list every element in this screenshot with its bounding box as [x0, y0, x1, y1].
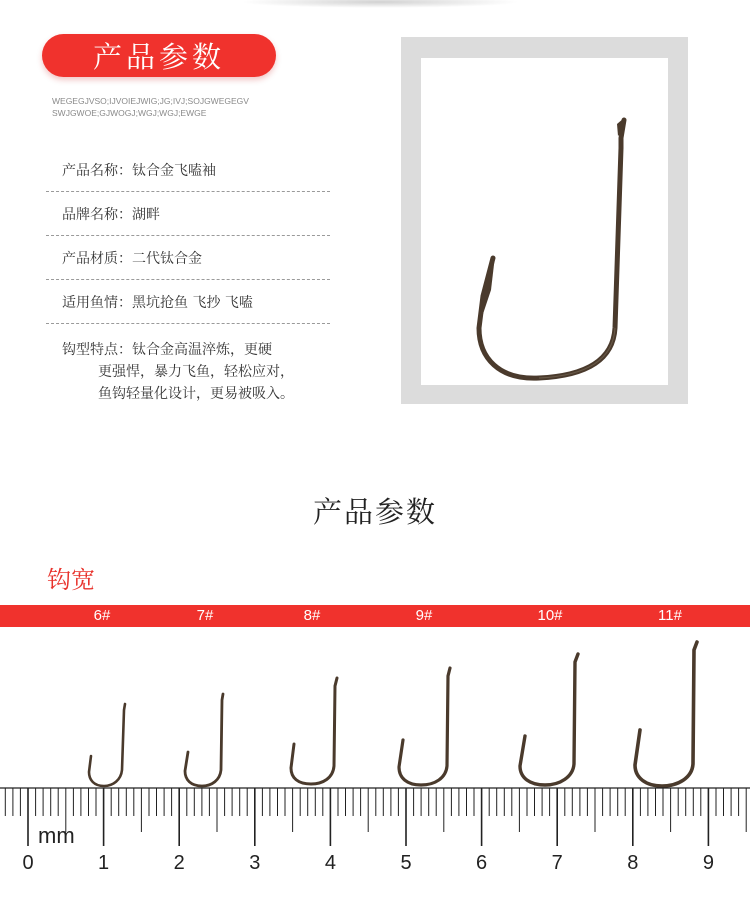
- ruler-number: 2: [173, 852, 185, 874]
- hook-7-icon: [185, 694, 223, 786]
- spec-value: 湖畔: [132, 206, 160, 223]
- hook-11-icon: [635, 642, 697, 786]
- spec-list: [46, 148, 330, 324]
- feature-line-1: [62, 339, 352, 361]
- product-photo-frame: [401, 37, 688, 404]
- ruler-number: 8: [627, 852, 639, 874]
- hook-8-icon: [291, 678, 337, 784]
- hook-feature-block: [62, 339, 352, 405]
- spec-value: 钛合金飞嗑袖: [132, 162, 216, 179]
- product-code-line-1: WEGEGJVSO;IJVOIEJWIG;JG;IVJ;SOJGWEGEGV: [52, 96, 249, 106]
- page-title: 产品参数: [92, 40, 225, 74]
- size-label-11: 11#: [658, 607, 682, 624]
- ruler-number: 3: [249, 852, 261, 874]
- product-code-line-2: SWJGWOE;GJWOGJ;WGJ;WGJ;EWGE: [52, 108, 207, 118]
- spec-row-product-name: [46, 148, 330, 192]
- ruler-number: 7: [551, 852, 563, 874]
- page-title-pill: [42, 34, 276, 77]
- size-label-6: 6#: [93, 607, 111, 624]
- spec-key: 适用鱼情：: [62, 294, 132, 311]
- feature-line-2: 更强悍，暴力飞鱼，轻松应对，: [98, 364, 294, 380]
- ruler-number: 6: [476, 852, 488, 874]
- spec-value: 二代钛合金: [132, 250, 202, 267]
- hooks-and-ruler: [0, 630, 750, 850]
- spec-row-brand: [46, 192, 330, 236]
- ruler-number: 9: [702, 852, 714, 874]
- spec-key: 产品材质：: [62, 250, 132, 267]
- hook-9-icon: [399, 668, 450, 785]
- size-label-9: 9#: [415, 607, 433, 624]
- ruler-ticks: [5, 788, 746, 846]
- ruler-unit-label: mm: [38, 823, 75, 848]
- product-code-text: [52, 95, 292, 119]
- hook-width-label: 钩宽: [47, 566, 95, 594]
- ruler-number: 5: [400, 852, 412, 874]
- size-label-7: 7#: [196, 607, 214, 624]
- feature-key: 钩型特点：: [62, 342, 132, 358]
- section-title: 产品参数: [312, 495, 437, 529]
- hook-10-icon: [520, 654, 578, 785]
- size-hooks: [89, 642, 697, 786]
- ruler-number: 1: [98, 852, 110, 874]
- feature-text-1: 钛合金高温淬炼，更硬: [132, 342, 272, 358]
- ruler-number: 4: [324, 852, 336, 874]
- size-label-10: 10#: [537, 607, 563, 624]
- ruler-number: 0: [22, 852, 34, 874]
- top-shadow-decoration: [240, 0, 520, 8]
- fish-hook-icon: [421, 58, 668, 385]
- hook-6-icon: [89, 704, 125, 786]
- spec-key: 品牌名称：: [62, 206, 132, 223]
- spec-value: 黑坑抢鱼 飞抄 飞嗑: [132, 294, 253, 311]
- size-label-8: 8#: [303, 607, 321, 624]
- feature-line-3: 鱼钩轻量化设计，更易被吸入。: [98, 386, 294, 402]
- size-bar: [0, 605, 750, 627]
- spec-row-material: [46, 236, 330, 280]
- spec-row-fish-condition: [46, 280, 330, 324]
- spec-key: 产品名称：: [62, 162, 132, 179]
- product-photo: [421, 58, 668, 385]
